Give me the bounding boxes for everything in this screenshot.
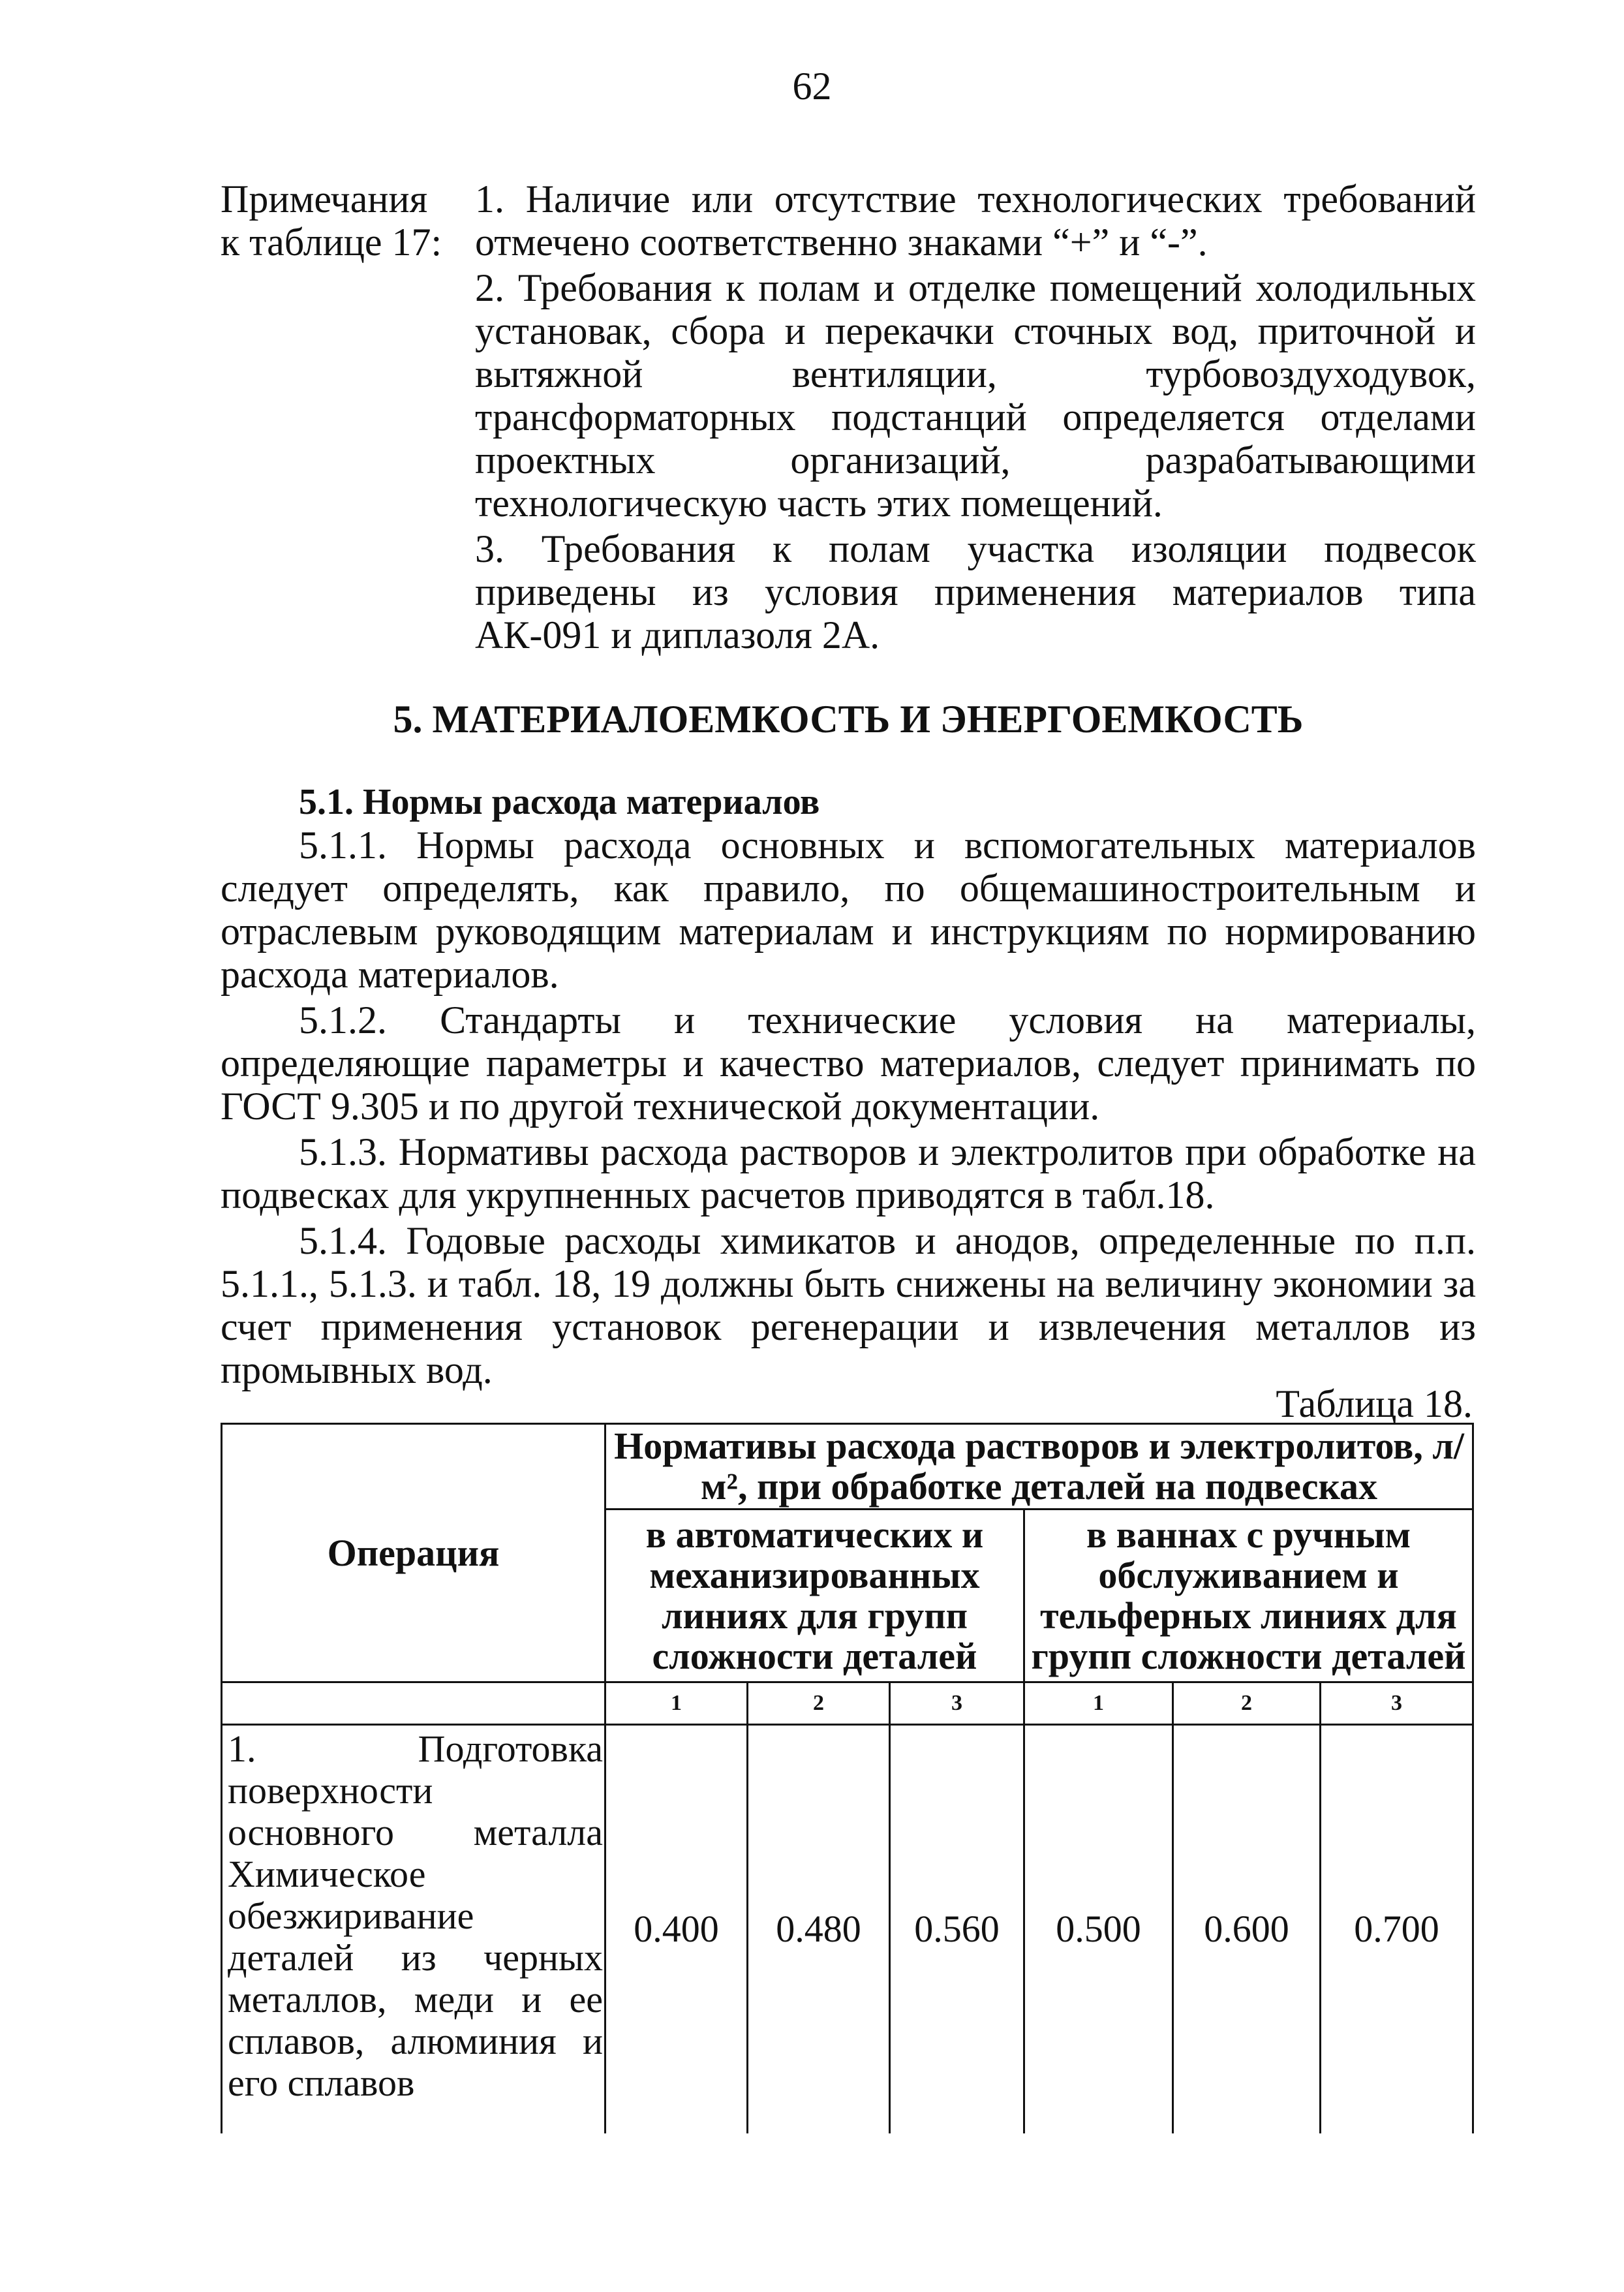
table-row	[222, 1725, 1473, 2133]
complexity-number: 1	[1024, 1682, 1173, 1725]
complexity-number: 2	[748, 1682, 890, 1725]
note-item: 2. Требования к полам и отделке помещений холодильных установак, сбора и перекачки сточных вод, приточной и вытяжной вентиляции, турбовоздуходувок, трансформаторных подстанций определяется отделами проектных организаций, разрабатывающими технологическую часть этих помещений.	[475, 266, 1476, 525]
complexity-number: 3	[890, 1682, 1024, 1725]
paragraph: 5.1.1. Нормы расхода основных и вспомогательных материалов следует определять, как правило, по общемашиностроительным и отраслевым руководящим материалам и инструкциям по нормированию расхода материалов.	[221, 824, 1476, 996]
note-item: 3. Требования к полам участка изоляции подвесок приведены из условия применения материалов типа АК-091 и диплазоля 2А.	[475, 527, 1476, 657]
complexity-number: 1	[605, 1682, 748, 1725]
group-header: Нормативы расхода растворов и электролитов, л/м², при обработке деталей на подвесках	[605, 1424, 1473, 1510]
operation-cell: 1. Подготовка поверхности основного металла Химическое обезжиривание деталей из черных металлов, меди и ее сплавов, алюминия и его сплавов	[222, 1725, 605, 2133]
complexity-number: 3	[1321, 1682, 1473, 1725]
notes-label-line1: Примечания	[221, 178, 428, 221]
auto-lines-header: в автоматических и механизированных линиях для групп сложности деталей	[605, 1510, 1024, 1682]
note-item: 1. Наличие или отсутствие технологических требований отмечено соответственно знаками “+” и “-”.	[475, 178, 1476, 264]
value-cell: 0.600	[1173, 1725, 1321, 2133]
norms-table	[221, 1423, 1474, 2133]
body-text	[221, 824, 1476, 1394]
paragraph: 5.1.3. Нормативы расхода растворов и электролитов при обработке на подвесках для укрупненных расчетов приводятся в табл.18.	[221, 1130, 1476, 1216]
value-cell: 0.500	[1024, 1725, 1173, 2133]
notes-label-line2: к таблице 17:	[221, 221, 442, 264]
notes-body	[475, 178, 1476, 657]
paragraph: 5.1.2. Стандарты и технические условия на материалы, определяющие параметры и качество материалов, следует принимать по ГОСТ 9.305 и по другой технической документации.	[221, 999, 1476, 1128]
subsection-heading: 5.1. Нормы расхода материалов	[299, 782, 820, 822]
table-caption: Таблица 18.	[1276, 1382, 1473, 1425]
value-cell: 0.400	[605, 1725, 748, 2133]
page-number: 62	[792, 65, 832, 108]
manual-baths-header: в ваннах с ручным обслуживанием и тельферных линиях для групп сложности деталей	[1024, 1510, 1473, 1682]
paragraph: 5.1.4. Годовые расходы химикатов и анодов, определенные по п.п. 5.1.1., 5.1.3. и табл. 18, 19 должны быть снижены на величину экономии за счет применения установок регенерации и извлечения металлов из промывных вод.	[221, 1219, 1476, 1391]
blank-header-cell	[222, 1682, 605, 1725]
operation-header: Операция	[222, 1424, 605, 1682]
table-notes	[221, 178, 1476, 657]
value-cell: 0.700	[1321, 1725, 1473, 2133]
complexity-number: 2	[1173, 1682, 1321, 1725]
value-cell: 0.560	[890, 1725, 1024, 2133]
section-heading: 5. МАТЕРИАЛОЕМКОСТЬ И ЭНЕРГОЕМКОСТЬ	[393, 698, 1304, 741]
value-cell: 0.480	[748, 1725, 890, 2133]
notes-label	[221, 178, 475, 657]
